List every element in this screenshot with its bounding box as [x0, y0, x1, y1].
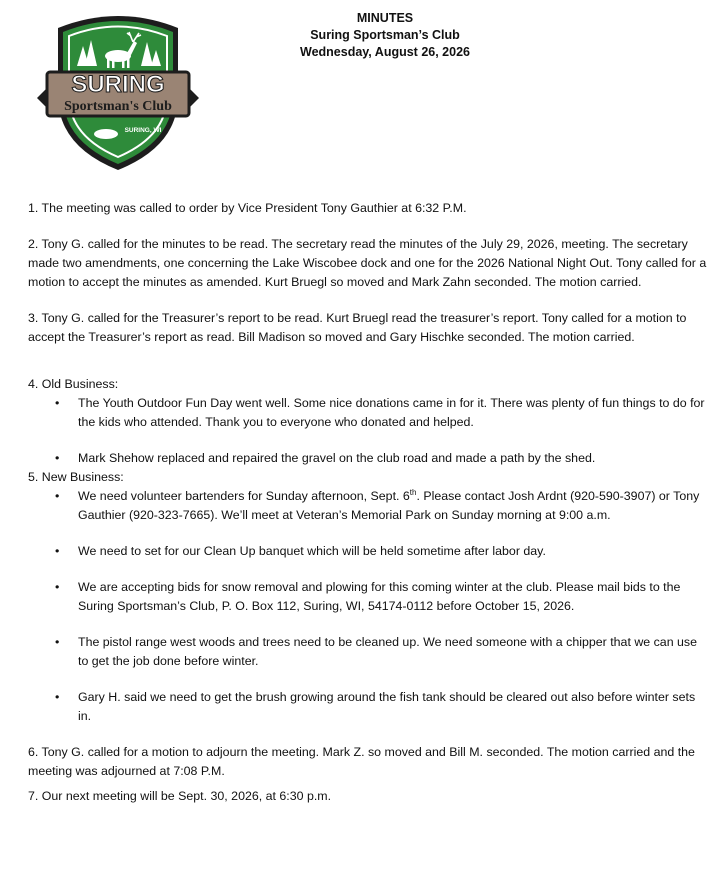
- bartender-text-start: We need volunteer bartenders for Sunday afternoon, Sept. 6: [78, 489, 410, 503]
- header-minutes: MINUTES: [356, 11, 414, 25]
- item-1: 1. The meeting was called to order by Vice President Tony Gauthier at 6:32 P.M.: [28, 201, 467, 215]
- logo-boat: [94, 129, 118, 139]
- new-business-item: [28, 487, 708, 525]
- minutes-body: [28, 199, 708, 806]
- item-3: 3. Tony G. called for the Treasurer’s report to be read. Kurt Bruegl read the treasurer’s report. Tony called for a motion to accept the Treasurer’s report as read. Bill Madison so moved and Gary Hischke seconded. The motion carried.: [28, 311, 687, 344]
- old-business-heading: 4. Old Business:: [28, 377, 119, 391]
- new-business-item: • We need to set for our Clean Up banquet which will be held sometime after labor day.: [28, 542, 708, 561]
- ordinal-suffix: th: [409, 487, 417, 497]
- document-header: [240, 10, 530, 61]
- item-2: 2. Tony G. called for the minutes to be read. The secretary read the minutes of the July 29, 2026, meeting. The secretary made two amendments, one concerning the Lake Wiscobee dock and one for the 2026 National Night Out. Tony called for a motion to accept the minutes as amended. Kurt Bruegl so moved and Mark Zahn seconded. The motion carried.: [28, 237, 707, 289]
- logo-location: SURING, WI: [124, 127, 162, 134]
- item-6: 6. Tony G. called for a motion to adjourn the meeting. Mark Z. so moved and Bill M. seconded. The motion carried and the meeting was adjourned at 7:08 P.M.: [28, 745, 695, 778]
- header-club-name: Suring Sportsman’s Club: [310, 28, 460, 42]
- logo-word: SURING: [71, 71, 165, 98]
- old-business-item: • The Youth Outdoor Fun Day went well. Some nice donations came in for it. There was plenty of fun things to do for the kids who attended. Thank you to everyone who donated and helped.: [28, 394, 708, 432]
- new-business-list: [28, 487, 708, 726]
- new-business-item: • Gary H. said we need to get the brush growing around the fish tank should be cleared out also before winter sets in.: [28, 688, 708, 726]
- new-business-item: • We are accepting bids for snow removal and plowing for this coming winter at the club. Please mail bids to the Suring Sportsman’s Club, P. O. Box 112, Suring, WI, 54174-0112 before October 15, 2026.: [28, 578, 708, 616]
- new-business-heading: 5. New Business:: [28, 470, 124, 484]
- bartender-text-end: . Please contact Josh Ardnt (920-590-3907) or Tony Gauthier (920-323-7665). We’ll meet at Veteran’s Memorial Park on Sunday morning at 9:00 a.m.: [78, 489, 700, 522]
- header-date: Wednesday, August 26, 2026: [300, 45, 470, 59]
- new-business-item: • The pistol range west woods and trees need to be cleaned up. We need someone with a chipper that we can use to get the job done before winter.: [28, 633, 708, 671]
- item-7: 7. Our next meeting will be Sept. 30, 2026, at 6:30 p.m.: [28, 789, 332, 803]
- club-logo: [33, 8, 203, 173]
- old-business-item: • Mark Shehow replaced and repaired the gravel on the club road and made a path by the shed.: [28, 449, 708, 468]
- logo-subword: Sportsman's Club: [64, 99, 172, 114]
- old-business-list: [28, 394, 708, 468]
